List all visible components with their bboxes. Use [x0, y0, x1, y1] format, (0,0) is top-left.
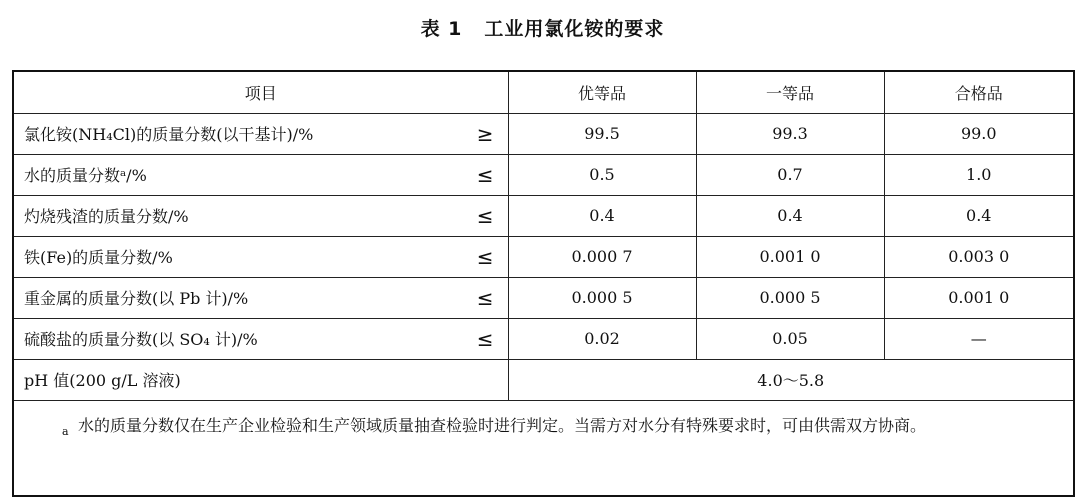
table-caption — [0, 14, 1085, 41]
table-number: 表 1 — [420, 18, 463, 40]
item-label: 铁(Fe)的质量分数/% — [24, 247, 173, 267]
relation-symbol: ≤ — [476, 285, 494, 310]
value-cell: 1.0 — [884, 154, 1074, 195]
relation-symbol: ≤ — [476, 203, 494, 228]
header-item: 项目 — [13, 71, 508, 113]
ph-row — [13, 359, 1074, 400]
relation-symbol: ≤ — [476, 162, 494, 187]
row-item — [13, 318, 508, 359]
value-cell: 0.7 — [696, 154, 884, 195]
footnote-text: 水的质量分数仅在生产企业检验和生产领域质量抽查检验时进行判定。当需方对水分有特殊要求时，可由供需双方协商。 — [78, 415, 927, 435]
value-cell: 0.001 0 — [696, 236, 884, 277]
item-label: 重金属的质量分数(以 Pb 计)/% — [24, 288, 249, 308]
footnote-mark: a — [62, 424, 69, 438]
row-item — [13, 154, 508, 195]
table-title: 工业用氯化铵的要求 — [484, 18, 665, 40]
value-cell: 0.4 — [508, 195, 696, 236]
ph-value: 4.0～5.8 — [508, 359, 1074, 400]
value-cell: 0.001 0 — [884, 277, 1074, 318]
value-cell: — — [884, 318, 1074, 359]
value-cell: 0.05 — [696, 318, 884, 359]
value-cell: 0.4 — [884, 195, 1074, 236]
value-cell: 0.4 — [696, 195, 884, 236]
header-premium-grade: 优等品 — [508, 71, 696, 113]
table-row — [13, 277, 1074, 318]
table-row — [13, 318, 1074, 359]
table-row — [13, 236, 1074, 277]
row-item — [13, 236, 508, 277]
footnote-row — [13, 400, 1074, 496]
item-label: 氯化铵(NH₄Cl)的质量分数(以干基计)/% — [24, 124, 314, 144]
row-item — [13, 113, 508, 154]
header-first-grade: 一等品 — [696, 71, 884, 113]
table-row — [13, 195, 1074, 236]
value-cell: 0.000 7 — [508, 236, 696, 277]
row-item — [13, 195, 508, 236]
row-item — [13, 277, 508, 318]
item-label: 硫酸盐的质量分数(以 SO₄ 计)/% — [24, 329, 258, 349]
value-cell: 0.000 5 — [508, 277, 696, 318]
value-cell: 99.0 — [884, 113, 1074, 154]
relation-symbol: ≤ — [476, 244, 494, 269]
relation-symbol: ≥ — [476, 121, 494, 146]
value-cell: 99.3 — [696, 113, 884, 154]
item-label: 水的质量分数ᵃ/% — [24, 165, 147, 185]
relation-symbol: ≤ — [476, 326, 494, 351]
table-header-row — [13, 71, 1074, 113]
requirements-table — [12, 70, 1075, 497]
footnote-cell — [13, 400, 1074, 496]
value-cell: 0.000 5 — [696, 277, 884, 318]
value-cell: 99.5 — [508, 113, 696, 154]
value-cell: 0.5 — [508, 154, 696, 195]
value-cell: 0.003 0 — [884, 236, 1074, 277]
ph-item-label: pH 值(200 g/L 溶液) — [13, 359, 508, 400]
table-row — [13, 113, 1074, 154]
value-cell: 0.02 — [508, 318, 696, 359]
table-row — [13, 154, 1074, 195]
item-label: 灼烧残渣的质量分数/% — [24, 206, 189, 226]
header-qualified-grade: 合格品 — [884, 71, 1074, 113]
